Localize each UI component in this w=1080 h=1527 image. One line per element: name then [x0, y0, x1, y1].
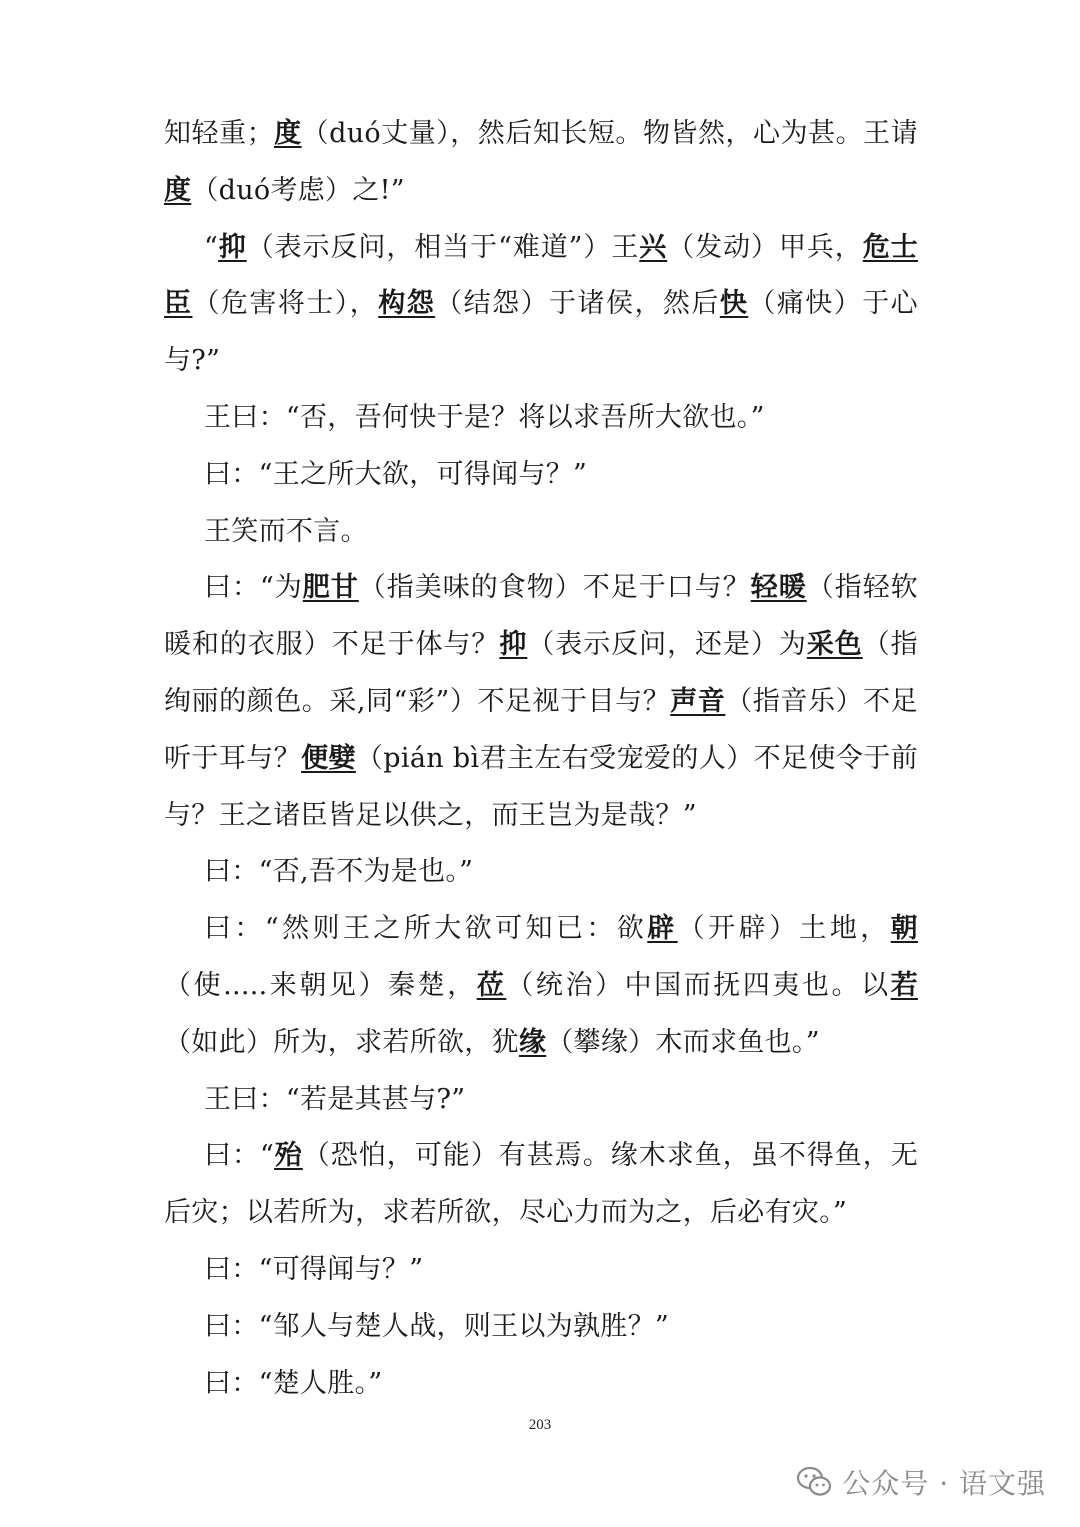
document-body — [164, 106, 918, 1412]
text-segment: （开辟）土地， — [677, 913, 891, 945]
glossed-term: 缘 — [518, 1026, 547, 1058]
paragraph — [164, 1356, 918, 1413]
glossed-term: 朝 — [890, 913, 918, 945]
text-segment: 曰：“可得闻与？” — [204, 1253, 424, 1285]
text-segment: （痛快）于心与?” — [164, 288, 918, 377]
text-segment: 王曰：“若是其甚与?” — [204, 1083, 466, 1115]
paragraph — [164, 504, 918, 561]
paragraph — [164, 901, 918, 1071]
glossed-term: 莅 — [476, 969, 507, 1001]
paragraph — [164, 447, 918, 504]
glossed-term: 快 — [719, 288, 749, 320]
text-segment: （如此）所为，求若所欲，犹 — [164, 1026, 519, 1058]
text-segment: “ — [204, 231, 219, 263]
glossed-term: 度 — [273, 118, 302, 149]
paragraph — [164, 1128, 918, 1242]
text-segment: 曰：“否,吾不为是也。” — [204, 856, 474, 888]
paragraph — [164, 1299, 918, 1356]
text-segment: （duó丈量），然后知长短。物皆然，心为甚。王请 — [301, 118, 918, 149]
glossed-term: 采色 — [806, 629, 863, 661]
text-segment: 知轻重； — [164, 118, 274, 149]
text-segment: （duó考虑）之!” — [191, 174, 405, 206]
text-segment: 王笑而不言。 — [204, 515, 368, 547]
text-segment: （指绚丽的颜色。采,同“彩”）不足视于目与？ — [164, 629, 918, 717]
glossed-term: 辟 — [647, 913, 678, 945]
glossed-term: 声音 — [670, 685, 726, 717]
glossed-term: 若 — [890, 969, 918, 1001]
glossed-term: 便嬖 — [301, 742, 356, 774]
paragraph — [164, 1072, 918, 1129]
glossed-term: 抑 — [218, 231, 247, 263]
glossed-term: 轻暖 — [750, 572, 807, 604]
paragraph — [164, 390, 918, 447]
paragraph — [164, 220, 918, 390]
text-segment: （使.....来朝见）秦楚， — [164, 969, 477, 1001]
text-segment: （表示反问，相当于“难道”）王 — [246, 231, 640, 263]
text-segment: （危害将士）， — [192, 288, 379, 320]
wechat-icon — [796, 1466, 832, 1498]
text-segment: 曰：“然则王之所大欲可知已：欲 — [204, 913, 648, 945]
text-segment: （表示反问，还是）为 — [527, 629, 807, 661]
paragraph — [164, 1242, 918, 1299]
text-segment: 曰：“楚人胜。” — [204, 1367, 383, 1399]
text-segment: （结怨）于诸侯，然后 — [435, 288, 720, 320]
glossed-term: 殆 — [274, 1140, 303, 1172]
text-segment: （指美味的食物）不足于口与？ — [358, 572, 751, 604]
text-segment: 曰：“为 — [204, 572, 303, 604]
glossed-term: 肥甘 — [302, 572, 359, 604]
glossed-term: 抑 — [499, 629, 528, 661]
text-segment: （指轻软暖和的衣服）不足于体与？ — [164, 572, 918, 661]
watermark-text: 公众号 · 语文强 — [842, 1467, 1046, 1500]
text-segment: （指音乐）不足听于耳与？ — [164, 685, 918, 774]
watermark — [796, 1462, 1046, 1502]
glossed-term: 构怨 — [378, 288, 436, 320]
page-number: 203 — [528, 1417, 552, 1433]
glossed-term: 度 — [164, 174, 192, 206]
text-segment: 曰：“王之所大欲，可得闻与？” — [204, 458, 588, 490]
paragraph — [164, 560, 918, 844]
glossed-term: 危士臣 — [164, 231, 918, 320]
text-segment: 王曰：“否，吾何快于是？将以求吾所大欲也。” — [204, 401, 765, 433]
text-segment: （pián bì君主左右受宠爱的人）不足使令于前与？王之诸臣皆足以供之，而王岂为是哉？” — [164, 742, 918, 831]
text-segment: （发动）甲兵， — [667, 231, 863, 263]
text-segment: （统治）中国而抚四夷也。以 — [506, 969, 891, 1001]
glossed-term: 兴 — [639, 231, 668, 263]
text-segment: （攀缘）木而求鱼也。” — [546, 1026, 820, 1058]
paragraph — [164, 844, 918, 901]
text-segment: 曰：“邹人与楚人战，则王以为孰胜？” — [204, 1310, 670, 1342]
paragraph — [164, 106, 918, 220]
text-segment: 曰：“ — [204, 1140, 275, 1172]
text-segment: （恐怕，可能）有甚焉。缘木求鱼，虽不得鱼，无后灾；以若所为，求若所欲，尽心力而为之，后必有灾。” — [164, 1140, 918, 1229]
